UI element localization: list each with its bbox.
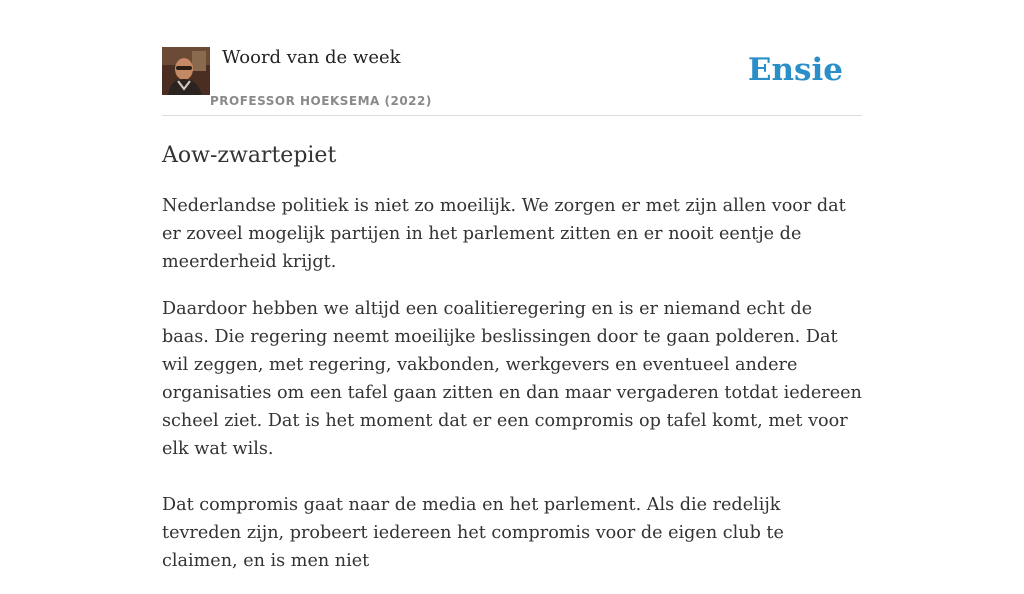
- brand-logo[interactable]: Ensie: [747, 52, 843, 88]
- author-name[interactable]: PROFESSOR HOEKSEMA (2022): [210, 94, 432, 108]
- post-paragraph-1: Nederlandse politiek is niet zo moeilijk. We zorgen er met zijn allen voor dat er zoveel mogelijk partijen in het parlement zitten en er nooit eentje de meerderheid krijgt.: [162, 196, 846, 272]
- paragraph-spacer: [162, 482, 862, 491]
- article-header: [162, 0, 862, 116]
- article-container: [162, 0, 862, 594]
- post-body: [162, 192, 862, 575]
- post-title: Aow-zwartepiet: [162, 143, 337, 168]
- post-paragraph-2: Daardoor hebben we altijd een coalitieregering en is er niemand echt de baas. Die regering neemt moeilijke beslissingen door te gaan polderen. Dat wil zeggen, met regering, vakbonden, werkgevers en eventueel andere organisaties om een tafel gaan zitten en dan maar vergaderen totdat iedereen scheel ziet. Dat is het moment dat er een compromis op tafel komt, met voor elk wat wils.: [162, 299, 862, 459]
- post-paragraph-3: Dat compromis gaat naar de media en het parlement. Als die redelijk tevreden zijn, probeert iedereen het compromis voor de eigen club te claimen, en is men niet: [162, 495, 784, 571]
- blog-title[interactable]: Woord van de week: [222, 47, 401, 68]
- avatar-photo-icon: [162, 47, 210, 95]
- author-avatar[interactable]: [162, 47, 210, 95]
